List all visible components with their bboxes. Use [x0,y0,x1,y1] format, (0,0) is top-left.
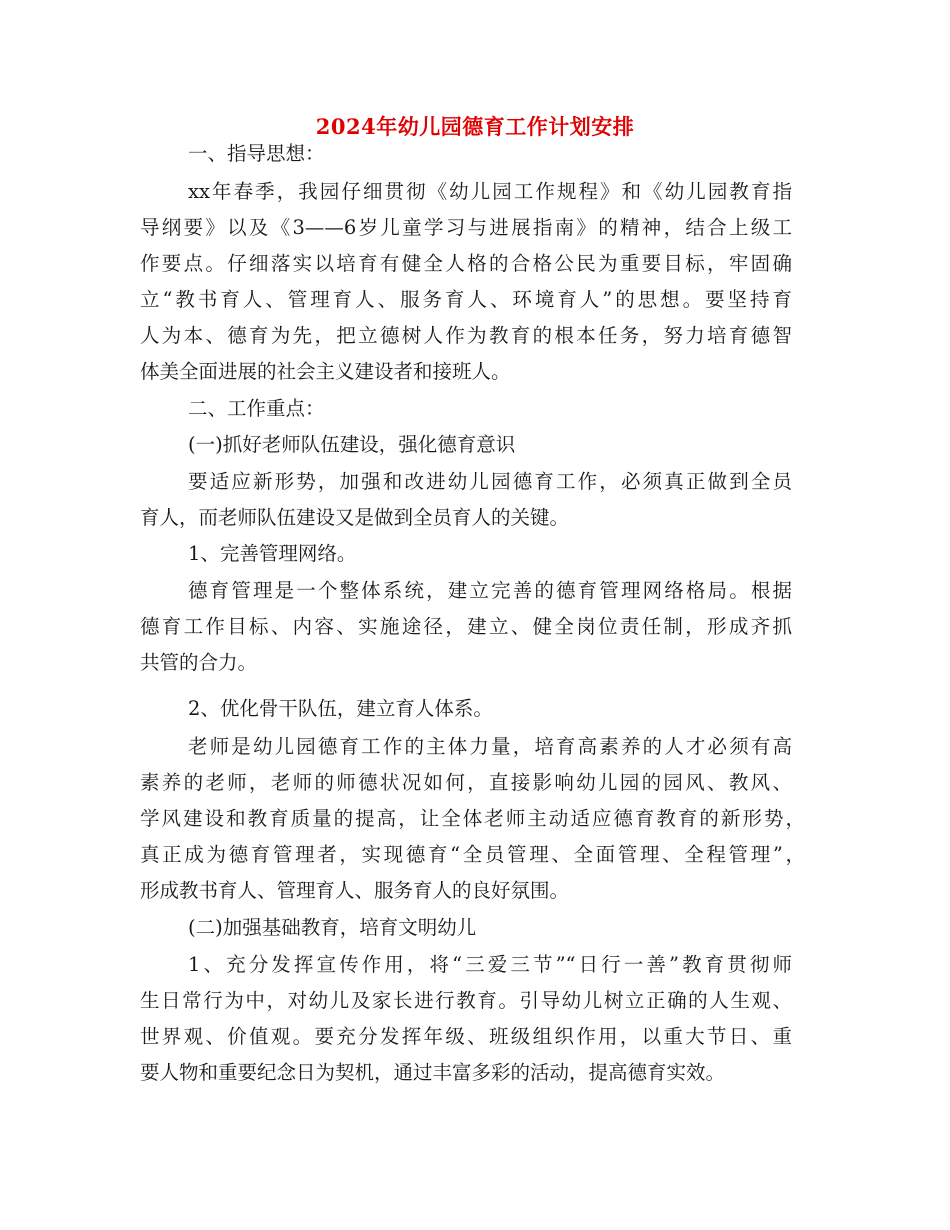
paragraph-line: 生日常行为中，对幼儿及家长进行教育。引导幼儿树立正确的人生观、 [140,989,792,1012]
paragraph-line: 1、充分发挥宣传作用，将“三爱三节”“日行一善”教育贯彻师 [188,953,792,976]
heading-guiding-thought: 一、指导思想： [188,142,325,165]
paragraph-line: 要适应新形势，加强和改进幼儿园德育工作，必须真正做到全员 [188,470,792,493]
paragraph-line: 形成教书育人、管理育人、服务育人的良好氛围。 [140,879,570,902]
item-heading: 2、优化骨干队伍，建立育人体系。 [188,697,493,720]
item-heading: 1、完善管理网络。 [188,542,357,565]
paragraph-line: 德育工作目标、内容、实施途径，建立、健全岗位责任制，形成齐抓 [140,615,792,638]
paragraph-line: 立“教书育人、管理育人、服务育人、环境育人”的思想。要坚持育 [140,288,792,311]
heading-work-focus: 二、工作重点： [188,397,325,420]
paragraph-line: 真正成为德育管理者，实现德育“全员管理、全面管理、全程管理”， [140,843,805,866]
paragraph-line: 德育管理是一个整体系统，建立完善的德育管理网络格局。根据 [188,579,792,602]
paragraph-line: 老师是幼儿园德育工作的主体力量，培育高素养的人才必须有高 [188,735,792,758]
paragraph-line: 世界观、价值观。要充分发挥年级、班级组织作用，以重大节日、重 [140,1025,792,1048]
paragraph-line: 育人，而老师队伍建设又是做到全员育人的关键。 [140,506,570,529]
subheading-basic-education: (二)加强基础教育，培育文明幼儿 [188,916,477,939]
paragraph-line: 体美全面进展的社会主义建设者和接班人。 [140,360,511,383]
document-title: 2024年幼儿园德育工作计划安排 [315,114,635,139]
paragraph-line: 导纲要》以及《3——6岁儿童学习与进展指南》的精神，结合上级工 [140,216,792,239]
paragraph-line: 要人物和重要纪念日为契机，通过丰富多彩的活动，提高德育实效。 [140,1061,726,1084]
subheading-teacher-team: (一)抓好老师队伍建设，强化德育意识 [188,433,516,456]
paragraph-line: 素养的老师，老师的师德状况如何，直接影响幼儿园的园风、教风、 [140,771,792,794]
paragraph-line: 共管的合力。 [140,651,258,674]
paragraph-line: 人为本、德育为先，把立德树人作为教育的根本任务，努力培育德智 [140,324,792,347]
paragraph-line: 作要点。仔细落实以培育有健全人格的合格公民为重要目标，牢固确 [140,252,792,275]
paragraph-line: xx年春季，我园仔细贯彻《幼儿园工作规程》和《幼儿园教育指 [188,180,792,203]
paragraph-line: 学风建设和教育质量的提高，让全体老师主动适应德育教育的新形势， [140,807,805,830]
